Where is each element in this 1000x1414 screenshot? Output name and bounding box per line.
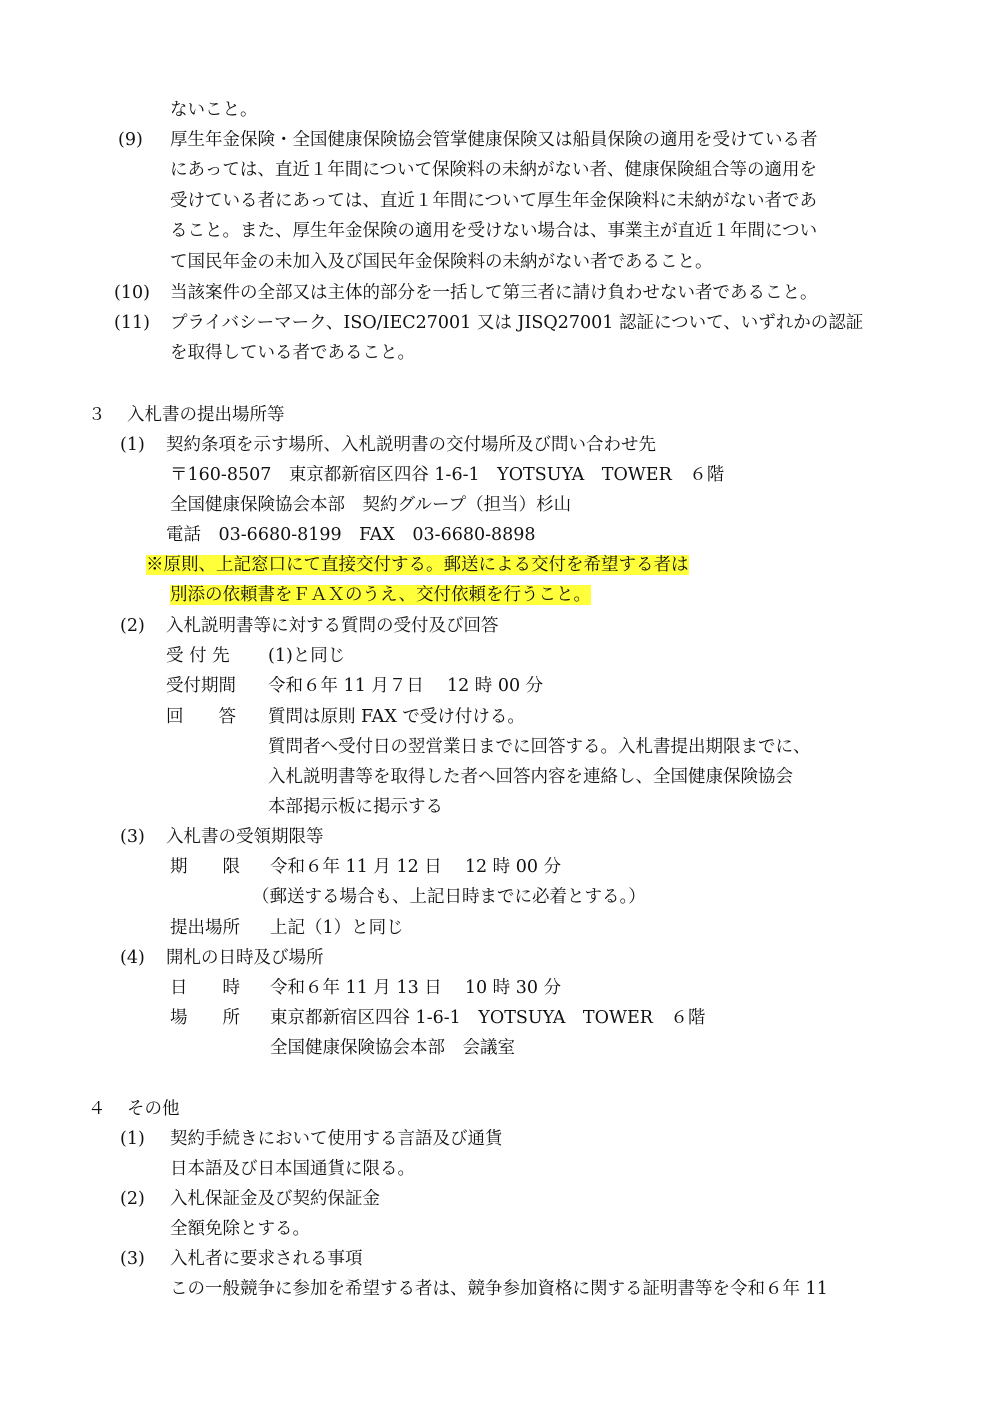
submission-place-value: 上記（1）と同じ xyxy=(270,918,404,938)
section-4-sub-1-title: 契約手続きにおいて使用する言語及び通貨 xyxy=(170,1129,503,1149)
item-11-line-2: を取得している者であること。 xyxy=(170,343,415,363)
opening-datetime-value: 令和６年 11 月 13 日 10 時 30 分 xyxy=(270,978,562,998)
period-label: 受付期間 xyxy=(166,676,236,696)
section-4-sub-2-marker: (2) xyxy=(120,1189,145,1209)
opening-location-line-2: 全国健康保険協会本部 会議室 xyxy=(270,1038,515,1058)
section-4-sub-1-text: 日本語及び日本国通貨に限る。 xyxy=(170,1159,415,1179)
section-3-sub-2-title: 入札説明書等に対する質問の受付及び回答 xyxy=(166,616,499,636)
deadline-note: （郵送する場合も、上記日時までに必着とする。） xyxy=(252,887,646,907)
contact-address: 〒160-8507 東京都新宿区四谷 1-6-1 YOTSUYA TOWER ６階 xyxy=(170,465,725,485)
section-3-sub-4-title: 開札の日時及び場所 xyxy=(166,948,324,968)
section-4-sub-1-marker: (1) xyxy=(120,1129,145,1149)
recipient-value: (1)と同じ xyxy=(268,646,346,666)
deadline-value: 令和６年 11 月 12 日 12 時 00 分 xyxy=(270,857,562,877)
item-9-line-1: 厚生年金保険・全国健康保険協会管掌健康保険又は船員保険の適用を受けている者 xyxy=(170,130,818,150)
answer-line-1: 質問は原則 FAX で受け付ける。 xyxy=(268,707,525,727)
item-9-line-2: にあっては、直近１年間について保険料の未納がない者、健康保険組合等の適用を xyxy=(170,160,817,180)
section-4-number: ４ xyxy=(88,1099,106,1119)
section-3-sub-4-marker: (4) xyxy=(120,948,145,968)
section-3-sub-3-title: 入札書の受領期限等 xyxy=(166,827,324,847)
section-4-sub-2-text: 全額免除とする。 xyxy=(170,1219,310,1239)
recipient-label: 受 付 先 xyxy=(166,646,230,666)
answer-line-3: 入札説明書等を取得した者へ回答内容を連絡し、全国健康保険協会 xyxy=(268,767,793,787)
section-3-sub-1-marker: (1) xyxy=(120,435,145,455)
deadline-label: 期 限 xyxy=(170,857,240,877)
opening-datetime-label: 日 時 xyxy=(170,978,240,998)
opening-location-label: 場 所 xyxy=(170,1008,240,1028)
highlighted-note-line-1: ※原則、上記窓口にて直接交付する。郵送による交付を希望する者は xyxy=(146,555,689,575)
contact-office: 全国健康保険協会本部 契約グループ（担当）杉山 xyxy=(170,495,572,515)
section-4-sub-3-title: 入札者に要求される事項 xyxy=(170,1249,363,1269)
answer-line-4: 本部掲示板に掲示する xyxy=(268,797,443,817)
period-value: 令和６年 11 月７日 12 時 00 分 xyxy=(268,676,544,696)
item-9-line-4: ること。また、厚生年金保険の適用を受けない場合は、事業主が直近１年間につい xyxy=(170,221,818,241)
section-3-number: ３ xyxy=(88,405,106,425)
item-11-marker: (11) xyxy=(114,313,150,333)
section-3-sub-2-marker: (2) xyxy=(120,616,145,636)
item-11-line-1: プライバシーマーク、ISO/IEC27001 又は JISQ27001 認証について、いずれかの認証 xyxy=(170,313,864,333)
section-4-title: その他 xyxy=(127,1099,180,1119)
opening-location-line-1: 東京都新宿区四谷 1-6-1 YOTSUYA TOWER ６階 xyxy=(270,1008,706,1028)
contact-tel-fax: 電話 03-6680-8199 FAX 03-6680-8898 xyxy=(166,525,536,545)
section-4-sub-2-title: 入札保証金及び契約保証金 xyxy=(170,1189,380,1209)
answer-label: 回 答 xyxy=(166,707,236,727)
section-4-sub-3-marker: (3) xyxy=(120,1249,145,1269)
submission-place-label: 提出場所 xyxy=(170,918,240,938)
highlighted-note-line-2: 別添の依頼書をＦＡＸのうえ、交付依頼を行うこと。 xyxy=(170,585,592,605)
item-9-line-3: 受けている者にあっては、直近１年間について厚生年金保険料に未納がない者であ xyxy=(170,191,817,211)
section-3-title: 入札書の提出場所等 xyxy=(127,405,285,425)
item-10-marker: (10) xyxy=(114,283,150,303)
section-3-sub-1-title: 契約条項を示す場所、入札説明書の交付場所及び問い合わせ先 xyxy=(166,435,656,455)
section-3-sub-3-marker: (3) xyxy=(120,827,145,847)
item-9-line-5: て国民年金の未加入及び国民年金保険料の未納がない者であること。 xyxy=(170,252,713,272)
item-10-text: 当該案件の全部又は主体的部分を一括して第三者に請け負わせない者であること。 xyxy=(170,283,818,303)
item-8-continuation: ないこと。 xyxy=(170,100,258,120)
section-4-sub-3-text: この一般競争に参加を希望する者は、競争参加資格に関する証明書等を令和６年 11 xyxy=(170,1279,828,1299)
item-9-marker: (9) xyxy=(118,130,143,150)
answer-line-2: 質問者へ受付日の翌営業日までに回答する。入札書提出期限までに、 xyxy=(268,737,811,757)
